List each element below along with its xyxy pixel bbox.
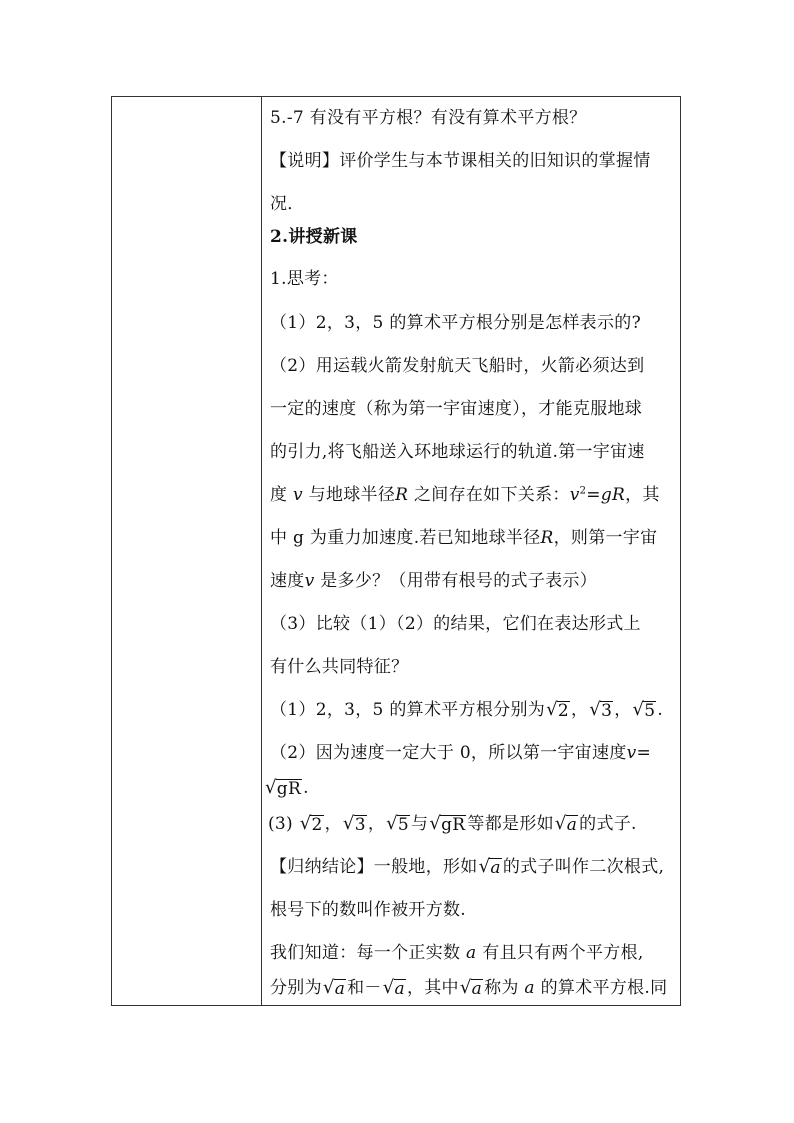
think-q2-line-1: （2）用运载火箭发射航天飞船时，火箭必须达到 [270, 356, 645, 376]
answer-2-line-1: （2）因为速度一定大于 0，所以第一宇宙速度v= [270, 743, 652, 763]
answer-3: (3) √ 2 ， √ 3 ， √ 5 与 √ gR 等都是形如 √ a 的式子. [268, 813, 637, 835]
radical: √ 2 [299, 813, 323, 835]
radical: √ a [459, 977, 483, 999]
summary-line-1: 【归纳结论】一般地，形如 √ a 的式子叫作二次根式, [270, 856, 665, 878]
think-q2-line-4: 度 v 与地球半径R 之间存在如下关系：$v^2=gR$，其 [270, 485, 660, 505]
section-heading: 2.讲授新课 [270, 227, 358, 247]
radical: √ 2 [546, 699, 569, 721]
think-q2-line-6: 速度v 是多少？（用带有根号的式子表示） [270, 571, 598, 591]
lesson-table [111, 96, 681, 1006]
note-line-1: 【说明】评价学生与本节课相关的旧知识的掌握情 [270, 151, 651, 171]
note-line-2: 况． [270, 194, 305, 214]
think-q3-line-1: （3）比较（1）（2）的结果，它们在表达形式上 [270, 614, 641, 634]
radical: √ a [478, 856, 501, 878]
radical: √ 3 [342, 813, 366, 835]
radical: √ 5 [632, 699, 656, 721]
radical: √ a [382, 977, 405, 999]
think-q2-line-3: 的引力,将飞船送入环地球运行的轨道.第一宇宙速 [270, 442, 645, 462]
radical: √ gR [429, 813, 466, 835]
think-q3-line-2: 有什么共同特征？ [270, 657, 409, 677]
think-heading: 1.思考： [270, 269, 339, 289]
radical: √ a [554, 813, 578, 835]
think-q2-line-5: 中 g 为重力加速度.若已知地球半径R，则第一宇宙 [270, 528, 658, 548]
answer-2-line-2: √ gR . [265, 777, 309, 799]
think-q1: （1）2，3，5 的算术平方根分别是怎样表示的? [270, 313, 641, 333]
answer-1: （1）2，3，5 的算术平方根分别为 √ 2 ， √ 3 ， √ 5 . [270, 699, 664, 721]
radical: √ a [322, 977, 346, 999]
column-divider [261, 97, 262, 1005]
think-q2-line-2: 一定的速度（称为第一宇宙速度），才能克服地球 [270, 399, 643, 419]
summary-line-2: 根号下的数叫作被开方数. [270, 900, 467, 920]
question-line: 5.-7 有没有平方根？有没有算术平方根？ [270, 108, 587, 128]
radical: √ 3 [589, 699, 613, 721]
known-line-2: 分别为 √ a 和－ √ a ，其中 √ a 称为 a 的算术平方根.同 [270, 977, 668, 999]
known-line-1: 我们知道：每一个正实数 a 有且只有两个平方根, [270, 943, 644, 963]
radical: √ gR [265, 777, 302, 799]
radical: √ 5 [386, 813, 410, 835]
